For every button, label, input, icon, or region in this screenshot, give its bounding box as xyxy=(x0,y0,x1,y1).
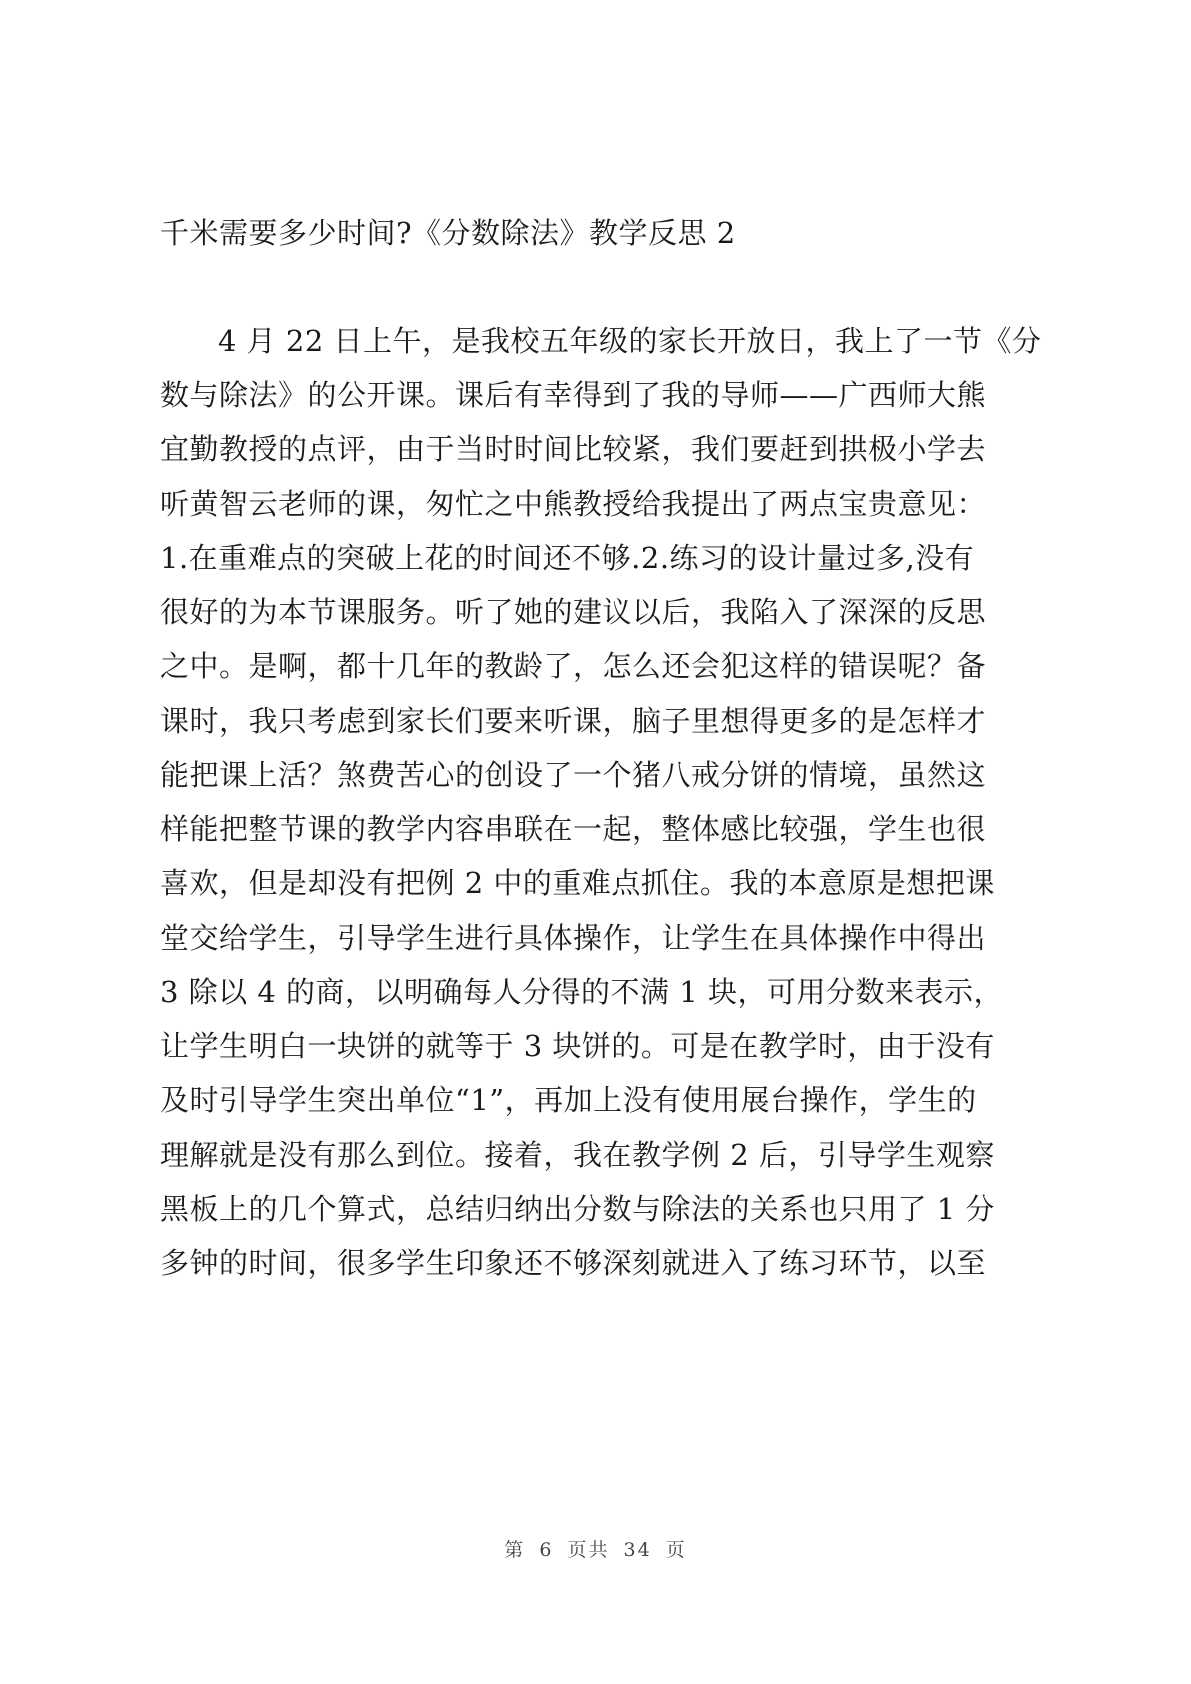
body-line: 4 月 22 日上午，是我校五年级的家长开放日，我上了一节《分 xyxy=(218,324,1042,358)
body-line: 让学生明白一块饼的就等于 3 块饼的。可是在教学时，由于没有 xyxy=(160,1029,995,1063)
body-line: 堂交给学生，引导学生进行具体操作，让学生在具体操作中得出 xyxy=(160,921,987,955)
body-line: 黑板上的几个算式，总结归纳出分数与除法的关系也只用了 1 分 xyxy=(160,1192,995,1226)
section-heading: 千米需要多少时间?《分数除法》教学反思 2 xyxy=(160,216,736,250)
body-line: 宜勤教授的点评，由于当时时间比较紧，我们要赶到拱极小学去 xyxy=(160,432,987,466)
body-line: 课时，我只考虑到家长们要来听课，脑子里想得更多的是怎样才 xyxy=(160,704,987,738)
body-line: 理解就是没有那么到位。接着，我在教学例 2 后，引导学生观察 xyxy=(160,1138,995,1172)
body-line: 很好的为本节课服务。听了她的建议以后，我陷入了深深的反思 xyxy=(160,595,987,629)
body-line: 多钟的时间，很多学生印象还不够深刻就进入了练习环节，以至 xyxy=(160,1246,987,1280)
body-line: 听黄智云老师的课，匆忙之中熊教授给我提出了两点宝贵意见： xyxy=(160,487,987,521)
body-line: 及时引导学生突出单位“1”，再加上没有使用展台操作，学生的 xyxy=(160,1083,977,1117)
body-line: 之中。是啊，都十几年的教龄了，怎么还会犯这样的错误呢？备 xyxy=(160,649,987,683)
body-line: 数与除法》的公开课。课后有幸得到了我的导师——广西师大熊 xyxy=(160,378,987,412)
page-number-footer: 第 6 页共 34 页 xyxy=(504,1539,687,1561)
body-line: 样能把整节课的教学内容串联在一起，整体感比较强，学生也很 xyxy=(160,812,987,846)
body-line: 喜欢，但是却没有把例 2 中的重难点抓住。我的本意原是想把课 xyxy=(160,866,995,900)
body-line: 1.在重难点的突破上花的时间还不够.2.练习的设计量过多,没有 xyxy=(160,541,975,575)
body-line: 3 除以 4 的商，以明确每人分得的不满 1 块，可用分数来表示， xyxy=(160,975,1003,1009)
body-line: 能把课上活？煞费苦心的创设了一个猪八戒分饼的情境，虽然这 xyxy=(160,758,987,792)
